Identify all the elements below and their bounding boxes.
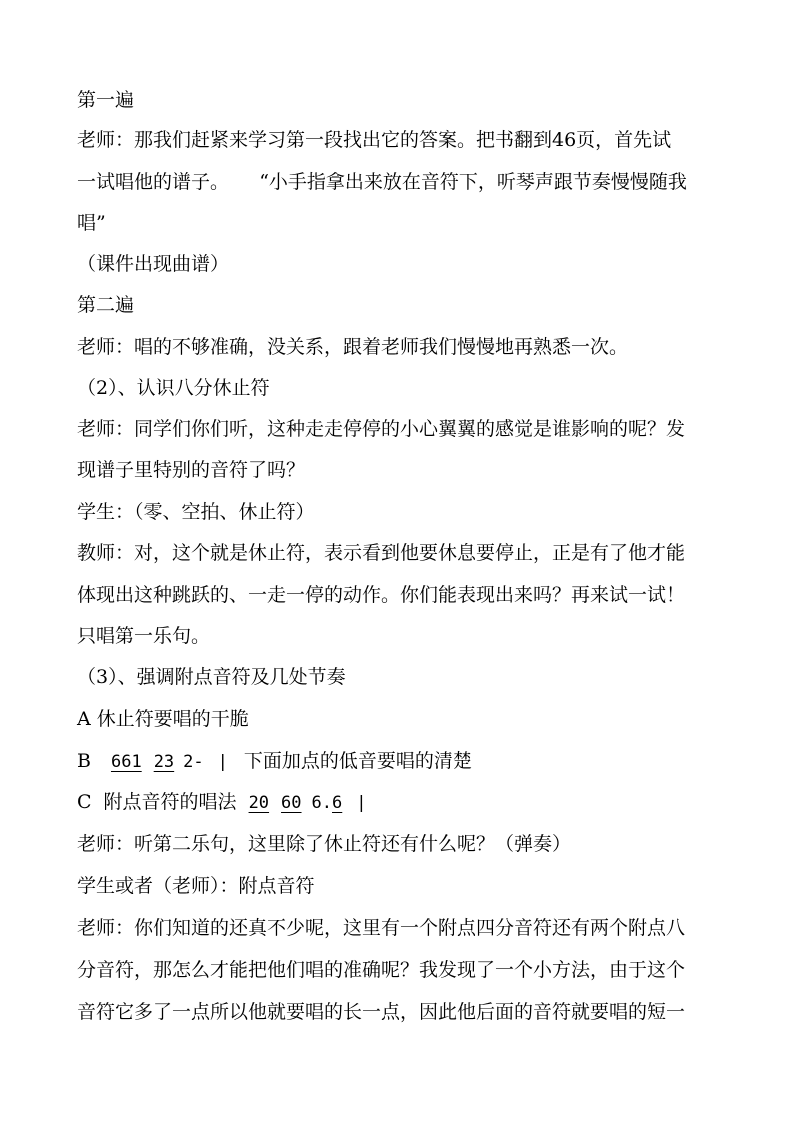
notes-6: 6 (332, 793, 343, 813)
text-line: 老师：听第二乐句，这里除了休止符还有什么呢？（弹奏） (77, 833, 572, 855)
text-line: 分音符，那怎么才能把他们唱的准确呢？我发现了一个小方法，由于这个 (77, 959, 686, 981)
bar-line: | (356, 793, 367, 813)
text-line: 第二遍 (77, 294, 135, 316)
text-line: 学生：（零、空拍、休止符） (77, 501, 315, 523)
text-line: 教师：对，这个就是休止符，表示看到他要休息要停止，正是有了他才能 (77, 542, 686, 564)
line-c-text: 附点音符的唱法 (103, 791, 237, 813)
text-line: 老师：同学们你们听，这种走走停停的小心翼翼的感觉是谁影响的呢？发 (77, 418, 686, 440)
line-b-text: 下面加点的低音要唱的清楚 (243, 750, 472, 772)
text-line: 音符它多了一点所以他就要唱的长一点，因此他后面的音符就要唱的短一 (77, 1001, 686, 1023)
bar-line: | (217, 752, 228, 772)
text-line: A 休止符要唱的干脆 (77, 708, 249, 730)
notes-20: 20 (248, 793, 270, 813)
text-line: 现谱子里特别的音符了吗？ (77, 459, 306, 481)
notes-6-dot: 6. (311, 793, 333, 813)
text-line: 体现出这种跳跃的、一走一停的动作。你们能表现出来吗？再来试一试！ (77, 584, 686, 606)
notes-2-dash: 2- (183, 752, 204, 772)
text-line: 一试唱他的谱子。 “小手指拿出来放在音符下，听琴声跟节奏慢慢随我 (77, 171, 687, 193)
score-line-c (77, 790, 367, 815)
text-line: 老师：那我们赶紧来学习第一段找出它的答案。把书翻到46页，首先试 (77, 129, 672, 151)
text-line: （2）、认识八分休止符 (77, 377, 270, 399)
text-line: （课件出现曲谱） (77, 253, 230, 275)
label-b: B (77, 750, 91, 772)
text-line: 唱” (77, 212, 106, 234)
score-line-b (77, 749, 472, 774)
text-line: 学生或者（老师）：附点音符 (77, 875, 315, 897)
text-line: 老师：唱的不够准确，没关系，跟着老师我们慢慢地再熟悉一次。 (77, 336, 629, 358)
text-line: 第一遍 (77, 89, 135, 111)
notes-60: 60 (281, 793, 302, 813)
text-line: 只唱第一乐句。 (77, 625, 211, 647)
text-line: （3）、强调附点音符及几处节奏 (77, 666, 346, 688)
text-line: 老师：你们知道的还真不少呢，这里有一个附点四分音符还有两个附点八 (77, 917, 686, 939)
label-c: C (77, 791, 92, 813)
notes-661: 661 (110, 752, 142, 772)
notes-23: 23 (153, 752, 175, 772)
